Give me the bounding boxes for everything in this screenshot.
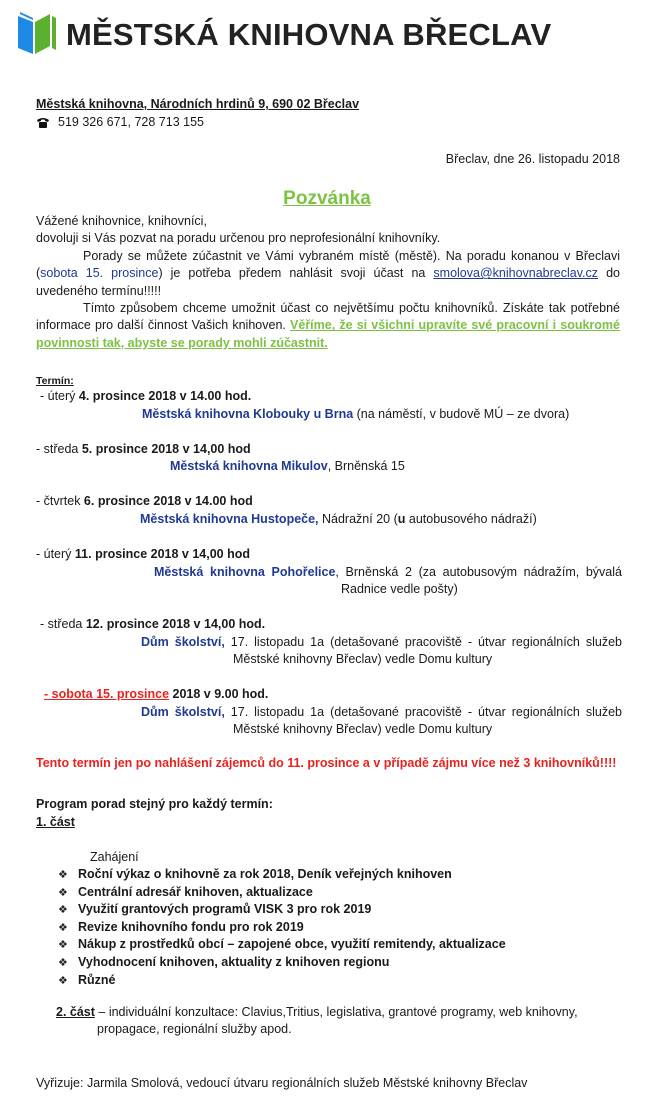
- brand-title: MĚSTSKÁ KNIHOVNA BŘECLAV: [66, 17, 552, 52]
- telephone-icon: [36, 117, 50, 128]
- term-date: 12. prosince 2018 v 14,00 hod.: [85, 617, 266, 631]
- term-place: Dům školství,: [141, 635, 225, 649]
- term-date: 2018 v 9.00 hod.: [169, 687, 269, 701]
- term-detail: 17. listopadu 1a (detašované pracoviště - útvar regionálních služeb: [224, 705, 622, 719]
- diamond-bullet-icon: ❖: [58, 956, 68, 969]
- intro-line: dovoluji si Vás pozvat na poradu určenou pro neprofesionální knihovníky.: [36, 231, 441, 246]
- p3-text: Tímto způsobem chceme umožnit účast co největšímu počtu knihovníků. Získáte tak potřebné informace pro další činnost Vašich knihoven.: [36, 301, 620, 333]
- saturday-date: sobota 15. prosince: [40, 266, 159, 281]
- term-6-detail-line2: Městské knihovny Břeclav) vedle Domu kultury: [233, 722, 493, 736]
- diamond-bullet-icon: ❖: [58, 921, 68, 934]
- term-4-day: [36, 546, 250, 563]
- term-detail: (na náměstí, v budově MÚ – ze dvora): [353, 407, 570, 421]
- term-place: Městská knihovna Hustopeče,: [140, 512, 319, 526]
- term-detail: 17. listopadu 1a (detašované pracoviště - útvar regionálních služeb: [224, 635, 622, 649]
- intro-paragraph-2: [36, 248, 620, 300]
- part-2-label: 2. část: [56, 1005, 95, 1019]
- footer-contact: Vyřizuje: Jarmila Smolová, vedoucí útvaru regionálních služeb Městské knihovny Břeclav: [36, 1076, 528, 1090]
- diamond-bullet-icon: ❖: [58, 904, 68, 917]
- list-item-text: Různé: [78, 972, 116, 987]
- red-note: Tento termín jen po nahlášení zájemců do 11. prosince a v případě zájmu více než 3 knihovníků!!!!: [36, 756, 617, 770]
- term-date: 4. prosince 2018 v 14.00 hod.: [78, 389, 252, 403]
- list-item: [58, 884, 506, 902]
- term-5-detail-line2: Městské knihovny Břeclav) vedle Domu kultury: [233, 652, 493, 666]
- term-1-day: [40, 388, 251, 405]
- diamond-bullet-icon: ❖: [58, 974, 68, 987]
- book-icon: [16, 10, 58, 56]
- list-item-text: Nákup z prostředků obcí – zapojené obce, využití remitendy, aktualizace: [78, 937, 506, 952]
- term-place: Dům školství,: [141, 705, 225, 719]
- term-place: Městská knihovna Pohořelice: [154, 565, 336, 579]
- greeting: Vážené knihovnice, knihovníci,: [36, 214, 207, 228]
- term-detail-a: Nádražní 20 (: [318, 512, 398, 526]
- term-day-prefix: - středa: [40, 617, 86, 631]
- list-item: [58, 919, 506, 937]
- document-title: Pozvánka: [283, 188, 371, 209]
- letter-date: Břeclav, dne 26. listopadu 2018: [445, 152, 620, 166]
- part-2-text: – individuální konzultace: Clavius,Tritius, legislativa, grantové programy, web knihovny,: [94, 1005, 578, 1019]
- term-date: 6. prosince 2018 v 14.00 hod: [83, 494, 253, 508]
- list-item: [58, 866, 506, 884]
- intro-text: [36, 213, 620, 352]
- list-item: [58, 972, 506, 990]
- list-item-text: Centrální adresář knihoven, aktualizace: [78, 884, 313, 899]
- terms-label: Termín:: [36, 375, 74, 387]
- list-item: [58, 936, 506, 954]
- phone-row: [36, 114, 204, 131]
- term-detail-b: u: [397, 512, 406, 526]
- term-day-prefix: - sobota 15. prosince: [44, 687, 170, 701]
- term-3-day: [36, 493, 253, 510]
- term-detail: , Brněnská 15: [327, 459, 405, 473]
- term-detail: , Brněnská 2 (za autobusovým nádražím, bývalá: [335, 565, 622, 579]
- part-1-label: 1. část: [36, 815, 75, 829]
- part-2: [56, 1004, 622, 1039]
- term-6-place: [141, 704, 622, 721]
- diamond-bullet-icon: ❖: [58, 939, 68, 952]
- term-day-prefix: - středa: [36, 442, 82, 456]
- email-link[interactable]: smolova@knihovnabreclav.cz: [433, 266, 599, 281]
- term-1-place: [142, 406, 569, 423]
- program-title: Program porad stejný pro každý termín:: [36, 797, 273, 811]
- sender-address: Městská knihovna, Národních hrdinů 9, 690 02 Břeclav: [36, 97, 360, 111]
- p3-green-text: Věříme, že si všichni upravíte své pracovní i soukromé povinnosti tak, abyste se porady mohli zúčastnit.: [36, 318, 620, 350]
- list-item-text: Vyhodnocení knihoven, aktuality z knihoven regionu: [78, 954, 390, 969]
- term-3-place: [140, 511, 537, 528]
- p2-text-a: Porady se můžete zúčastnit ve Vámi vybraném místě (městě). Na poradu konanou v Břeclavi (: [36, 248, 620, 281]
- diamond-bullet-icon: ❖: [58, 886, 68, 899]
- list-item-text: Roční výkaz o knihovně za rok 2018, Deník veřejných knihoven: [78, 867, 452, 881]
- program-list: [58, 866, 506, 989]
- term-place: Městská knihovna Mikulov: [170, 459, 328, 473]
- term-day-prefix: - úterý: [36, 547, 75, 561]
- diamond-bullet-icon: ❖: [58, 869, 68, 881]
- term-5-day: [40, 616, 265, 633]
- term-day-prefix: - úterý: [40, 389, 79, 403]
- term-place: Městská knihovna Klobouky u Brna: [142, 407, 354, 421]
- intro-paragraph-3: [36, 300, 620, 352]
- term-day-prefix: - čtvrtek: [36, 494, 84, 508]
- term-date: 11. prosince 2018 v 14,00 hod: [74, 547, 251, 561]
- term-4-detail-line2: Radnice vedle pošty): [341, 582, 458, 596]
- part-2-line1: [56, 1004, 622, 1021]
- term-4-place: [154, 564, 622, 581]
- list-item-text: Revize knihovního fondu pro rok 2019: [78, 919, 304, 934]
- phone-numbers: 519 326 671, 728 713 155: [58, 115, 204, 129]
- opening-item: Zahájení: [90, 850, 139, 864]
- term-2-place: [170, 458, 405, 475]
- list-item: [58, 954, 506, 972]
- list-item: [58, 901, 506, 919]
- term-2-day: [36, 441, 251, 458]
- term-5-place: [141, 634, 622, 651]
- p2-text-c: do uvedeného termínu!!!!!: [36, 266, 620, 298]
- term-detail-c: autobusového nádraží): [405, 512, 537, 526]
- list-item-text: Využití grantových programů VISK 3 pro rok 2019: [78, 902, 372, 917]
- p2-text-b: ) je potřeba předem nahlásit svoji účast na: [158, 266, 434, 281]
- term-6-day: [44, 686, 268, 703]
- term-date: 5. prosince 2018 v 14,00 hod: [81, 442, 251, 456]
- part-2-line2: propagace, regionální služby apod.: [97, 1022, 292, 1037]
